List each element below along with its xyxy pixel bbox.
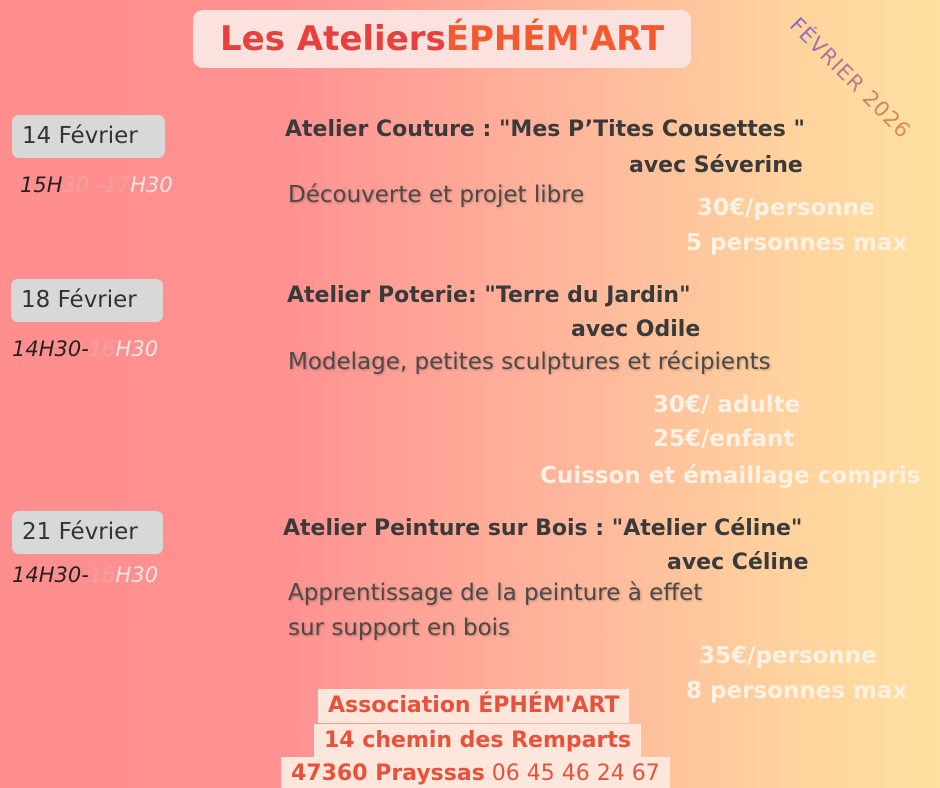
- corner-month-label: FÉVRIER 2026: [785, 12, 916, 144]
- workshop-time: [12, 563, 158, 587]
- workshop-note: Cuisson et émaillage compris: [540, 463, 921, 489]
- workshop-capacity: 5 personnes max: [686, 230, 908, 256]
- time-part: 30 -17: [62, 173, 131, 197]
- time-part: 15H: [20, 173, 63, 197]
- time-part: H30: [115, 563, 159, 587]
- footer-city: 47360 Prayssas: [291, 761, 485, 786]
- workshop-host: avec Odile: [571, 317, 701, 342]
- workshop-description: Modelage, petites sculptures et récipients: [288, 349, 771, 375]
- workshop-date: 21 Février: [12, 511, 163, 554]
- title-brand: ÉPHÉM'ART: [445, 19, 665, 59]
- workshop-title: Atelier Poterie: "Terre du Jardin": [287, 283, 691, 308]
- workshop-price-adult: 30€/ adulte: [653, 392, 801, 418]
- workshop-date: 18 Février: [11, 279, 163, 322]
- workshop-host: avec Céline: [667, 550, 809, 575]
- title-text: Les Ateliers: [219, 19, 446, 59]
- title-banner: [193, 10, 691, 68]
- time-part: 16: [88, 563, 116, 587]
- workshop-capacity: 8 personnes max: [686, 678, 908, 704]
- workshop-price: 30€/personne: [697, 195, 875, 221]
- footer-street: 14 chemin des Remparts: [314, 724, 641, 758]
- time-part: 14H30-: [12, 337, 89, 361]
- workshop-time: [12, 337, 158, 361]
- workshop-price-child: 25€/enfant: [653, 426, 795, 452]
- workshop-description-line2: sur support en bois: [288, 615, 511, 641]
- workshop-price: 35€/personne: [699, 643, 877, 669]
- footer-phone: 06 45 46 24 67: [484, 761, 660, 786]
- workshop-title: Atelier Couture : "Mes P’Tites Cousettes ": [285, 117, 805, 142]
- workshop-description: Découverte et projet libre: [288, 182, 585, 208]
- time-part: H30: [130, 173, 173, 197]
- time-part: 14H30-: [12, 563, 89, 587]
- workshop-date: 14 Février: [12, 115, 165, 158]
- workshop-title: Atelier Peinture sur Bois : "Atelier Céline": [283, 516, 803, 541]
- time-part: H30: [115, 337, 159, 361]
- workshop-description: Apprentissage de la peinture à effet: [288, 580, 703, 606]
- workshop-host: avec Séverine: [629, 153, 803, 178]
- workshop-time: [20, 173, 173, 197]
- time-part: 16: [88, 337, 116, 361]
- footer-contact: [281, 757, 670, 788]
- footer-association: Association ÉPHÉM'ART: [318, 689, 629, 723]
